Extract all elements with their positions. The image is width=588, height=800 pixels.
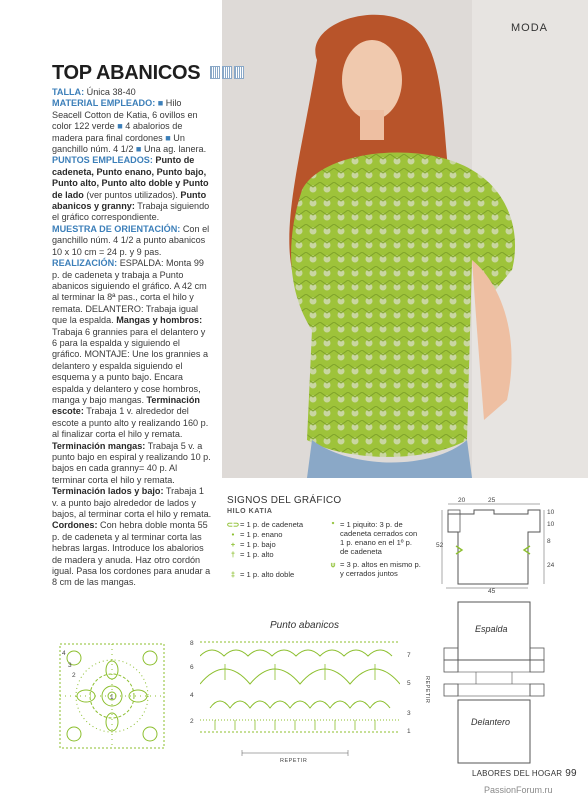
label-puntos: PUNTOS EMPLEADOS: (52, 155, 153, 166)
single-crochet-icon: + (230, 540, 236, 549)
chart-row-right: 3 (407, 710, 411, 717)
bullet-icon: ■ (114, 121, 123, 132)
picot-icon: ᐤ (331, 520, 335, 529)
legend-item: • = 1 p. enano (226, 530, 321, 539)
stitch-chart-title: Punto abanicos (270, 620, 339, 631)
value-puntos-bold-2: Punto abanicos y granny: (52, 189, 207, 212)
label-talla: TALLA: (52, 87, 85, 97)
dim-left: 52 (436, 542, 444, 549)
legend-title: SIGNOS DEL GRÁFICO (227, 495, 342, 506)
double-crochet-icon: † (230, 550, 236, 559)
pattern-title (52, 62, 246, 85)
value-cordones-bold: Cordones: (52, 520, 98, 531)
slip-stitch-icon: • (231, 530, 235, 539)
granny-row-label: 3 (68, 662, 72, 669)
granny-row-label: 4 (62, 650, 66, 657)
value-talla: Única 38-40 (84, 87, 136, 97)
label-muestra: MUESTRA DE ORIENTACIÓN: (52, 223, 181, 234)
skein-icon-group (210, 62, 246, 85)
value-material-3: Un ganchillo núm. 4 1/2 (52, 132, 185, 155)
skein-icon (210, 66, 220, 79)
value-puntos-bold-1: Punto de cadeneta, Punto enano, Punto bajo, Punto alto, Punto alto doble y Punto de lado (52, 155, 209, 200)
dim-bottom: 45 (488, 588, 496, 595)
chart-row-left: 6 (190, 664, 194, 671)
value-puntos-1: (ver puntos utilizados). (83, 189, 178, 200)
dim-top-2: 25 (488, 497, 496, 504)
value-escote-bold: Terminación escote: (52, 394, 200, 417)
value-escote: Trabaja 1 v. alrededor del escote a punto alto y realizando 160 p. al finalizar corta el hilo y remata. (52, 406, 209, 440)
value-material-1: Hilo Seacell Cotton de Katia, 6 ovillos en color 122 verde (52, 98, 198, 132)
value-material-2: 4 abalorios de madera para final cordones (52, 121, 183, 143)
section-label: MODA (511, 22, 548, 34)
label-delantero: Delantero (471, 717, 511, 727)
dim-right-1: 10 (547, 509, 555, 516)
repeat-label-vertical: REPETIR (424, 676, 430, 704)
granny-row-label: 2 (72, 672, 76, 679)
value-mangas-bold: Mangas y hombros: (113, 315, 203, 326)
value-cordones: Con hebra doble monta 55 p. de cadeneta y al terminar corta las hebras largas. Introduce los abalorios de madera y anuda. Haz otro cordón igual. Pasa los cordones para anudar a 8 cm de las mangas. (52, 520, 211, 588)
repeat-bracket (240, 750, 350, 756)
value-term-lados-bold: Terminación lados y bajo: (52, 486, 164, 497)
value-muestra: Con el ganchillo núm. 4 1/2 a punto abanicos 10 x 10 cm = 24 p. y 9 pas. (52, 223, 210, 257)
watermark: PassionForum.ru (484, 785, 553, 795)
bullet-icon: ■ (155, 98, 164, 109)
legend-item: ⊂⊃ = 1 p. de cadeneta (226, 520, 304, 529)
value-term-mangas: Trabaja 5 v. a punto bajo en espiral y realizando 10 p. bajos en cada granny= 40 p. Al terminar corta el hilo y remata. (52, 440, 211, 485)
legend-item: + = 1 p. bajo (226, 540, 321, 549)
magazine-name: LABORES DEL HOGAR (472, 769, 563, 778)
legend-right (326, 520, 422, 579)
dim-top-1: 20 (458, 497, 466, 504)
value-term-lados: Trabaja 1 v. a punto bajo alrededor de lados y bajos, al terminar corta el hilo y remata. (52, 486, 212, 520)
legend-item: ᐤ = 1 piquito: 3 p. de cadeneta cerrados con 1 p. enano en el 1º p. de cadeneta (326, 520, 422, 556)
value-material-4: Una ag. lanera. (141, 144, 207, 155)
chart-row-left: 4 (190, 692, 194, 699)
chart-row-left: 2 (190, 718, 194, 725)
value-mangas: Trabaja 6 grannies para el delantero y 6 para la espalda y siguiendo el gráfico. MONTAJE: Une los grannies a delantero y espalda siguiendo el esquema y a punto bajo. Encara espalda y delantero y cose hombros, manga y bajo mangas. (52, 326, 209, 405)
legend-left (226, 520, 321, 580)
dim-right-3: 8 (547, 538, 551, 545)
instructions-text (52, 87, 212, 589)
model-photo (222, 0, 588, 478)
value-puntos-2: Trabaja siguiendo el gráfico correspondiente. (52, 201, 210, 223)
treble-crochet-icon: ‡ (230, 570, 236, 579)
front-schematic (432, 496, 562, 596)
legend-item: ‡ = 1 p. alto doble (226, 570, 321, 579)
value-term-mangas-bold: Terminación mangas: (52, 440, 146, 451)
label-espalda: Espalda (475, 624, 508, 634)
cluster-icon: ⍦ (330, 560, 336, 569)
page-number: 99 (565, 768, 577, 779)
chain-stitch-icon: ⊂⊃ (226, 520, 240, 529)
granny-row-label: 1 (110, 694, 114, 701)
skein-icon (222, 66, 232, 79)
chart-row-right: 1 (407, 728, 411, 735)
label-material: MATERIAL EMPLEADO: (52, 98, 156, 109)
chart-row-right: 5 (407, 680, 411, 687)
skein-icon (234, 66, 244, 79)
stitch-chart (200, 634, 400, 736)
chart-row-left: 8 (190, 640, 194, 647)
dim-right-4: 24 (547, 562, 555, 569)
bullet-icon: ■ (162, 132, 171, 143)
bullet-icon: ■ (133, 144, 142, 155)
repeat-label-horizontal: REPETIR (280, 758, 308, 764)
chart-row-right: 7 (407, 652, 411, 659)
legend-item: ⍦ = 3 p. altos en mismo p. y cerrados juntos (326, 560, 422, 578)
model-illustration (222, 0, 588, 478)
legend-item: † = 1 p. alto (226, 550, 321, 559)
page-footer (472, 768, 577, 779)
dim-right-2: 10 (547, 521, 555, 528)
pattern-title-text: TOP ABANICOS (52, 62, 201, 84)
label-realizacion: REALIZACIÓN: (52, 258, 118, 269)
legend-subtitle: HILO KATIA (227, 508, 273, 515)
value-realizacion: ESPALDA: Monta 99 p. de cadeneta y trabaja a Punto abanicos siguiendo el gráfico. A 42 cm al terminar la 8ª pas., corta el hilo y remata. DELANTERO: Trabaja igual que la espalda. (52, 258, 207, 326)
